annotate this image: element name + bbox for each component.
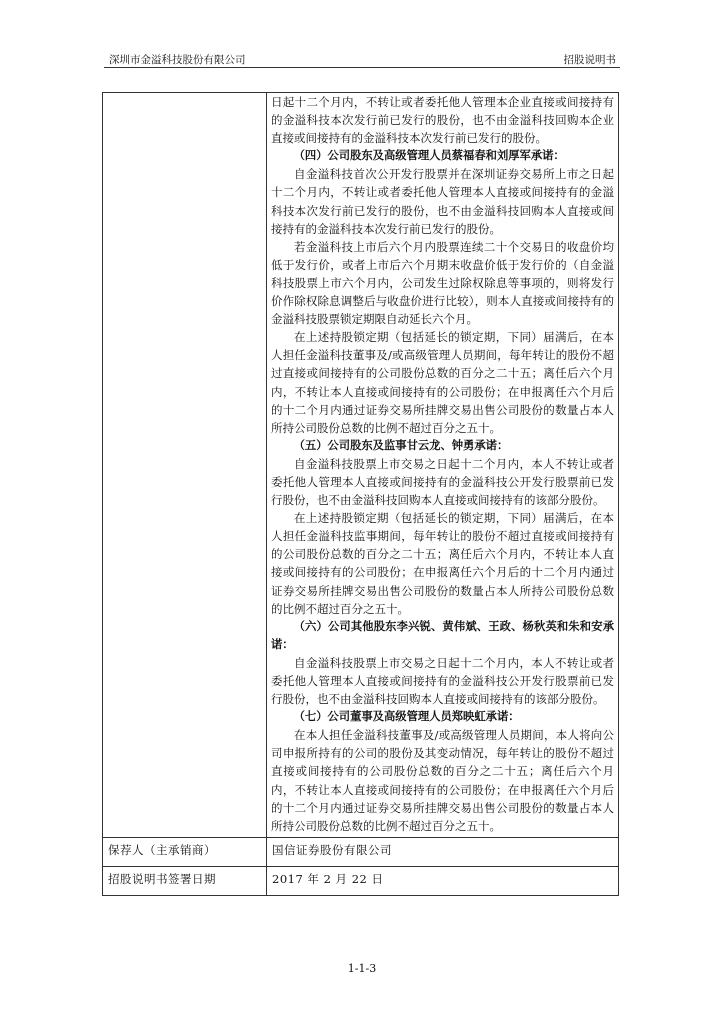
commitments-cell: [267, 93, 619, 838]
paragraph-6: 在上述持股锁定期（包括延长的锁定期，下同）届满后，在本人担任金溢科技监事期间，每年转让的股份不超过直接或间接持有的公司股份总数的百分之二十五；离任后六个月内，不转让本人直接或间接持有的公司股份；在申报离任六个月后的十二个月内通过证券交易所挂牌交易出售公司股份的数量占本人所持公司股份总数的比例不超过百分之五十。: [271, 511, 614, 616]
heading-7: （七）公司董事及高级管理人员郑映虹承诺：: [293, 710, 520, 724]
page-number: 1-1-3: [347, 962, 377, 975]
paragraph-1: 日起十二个月内，不转让或者委托他人管理本企业直接或间接持有的金溢科技本次发行前已发行的股份，也不由金溢科技回购本企业直接或间接持有的金溢科技本次发行前已发行的股份。: [271, 95, 614, 146]
prospectus-table: [102, 92, 619, 896]
signing-date-value: 2017 年 2 月 22 日: [267, 866, 619, 895]
header-company: 深圳市金溢科技股份有限公司: [109, 54, 246, 66]
signing-date-label: 招股说明书签署日期: [103, 866, 267, 895]
paragraph-3: 若金溢科技上市后六个月内股票连续二十个交易日的收盘价均低于发行价，或者上市后六个月期末收盘价低于发行价的（自金溢科技股票上市六个月内，公司发生过除权除息等事项的，则将发行价作除权除息调整后与收盘价进行比较），则本人直接或间接持有的金溢科技股票锁定期限自动延长六个月。: [271, 239, 614, 327]
heading-4: （四）公司股东及高级管理人员蔡福春和刘厚军承诺：: [293, 149, 565, 163]
paragraph-7: 自金溢科技股票上市交易之日起十二个月内，本人不转让或者委托他人管理本人直接或间接持有的金溢科技公开发行股票前已发行股份，也不由金溢科技回购本人直接或间接持有的该部分股份。: [271, 655, 614, 707]
header-divider: [104, 67, 620, 68]
heading-5: （五）公司股东及监事甘云龙、钟勇承诺：: [293, 438, 509, 452]
heading-6: （六）公司其他股东李兴锐、黄伟斌、王政、杨秋英和朱和安承诺：: [271, 619, 614, 651]
empty-label-cell: [103, 93, 267, 838]
header-doc-type: 招股说明书: [563, 54, 616, 66]
paragraph-2: 自金溢科技首次公开发行股票并在深圳证券交易所上市之日起十二个月内，不转让或者委托他人管理本人直接或间接持有的金溢科技本次发行前已发行的股份，也不由金溢科技回购本人直接或间接持有的金溢科技本次发行前已发行的股份。: [271, 167, 614, 236]
sponsor-value: 国信证券股份有限公司: [267, 837, 619, 866]
paragraph-8: 在本人担任金溢科技董事及/或高级管理人员期间，本人将向公司申报所持有的公司的股份及其变动情况，每年转让的股份不超过直接或间接持有的公司股份总数的百分之二十五；离任后六个月内，不转让本人直接或间接持有的公司股份；在申报离任六个月后的十二个月内通过证券交易所挂牌交易出售公司股份的数量占本人所持公司股份总数的比例不超过百分之五十。: [271, 728, 614, 833]
sponsor-label: 保荐人（主承销商）: [103, 837, 267, 866]
paragraph-5: 自金溢科技股票上市交易之日起十二个月内，本人不转让或者委托他人管理本人直接或间接持有的金溢科技公开发行股票前已发行股份，也不由金溢科技回购本人直接或间接持有的该部分股份。: [271, 456, 614, 508]
paragraph-4: 在上述持股锁定期（包括延长的锁定期，下同）届满后，在本人担任金溢科技董事及/或高级管理人员期间，每年转让的股份不超过直接或间接持有的公司股份总数的百分之二十五；离任后六个月内，不转让本人直接或间接持有的公司股份；在申报离任六个月后的十二个月内通过证券交易所挂牌交易出售公司股份的数量占本人所持公司股份总数的比例不超过百分之五十。: [271, 330, 614, 435]
